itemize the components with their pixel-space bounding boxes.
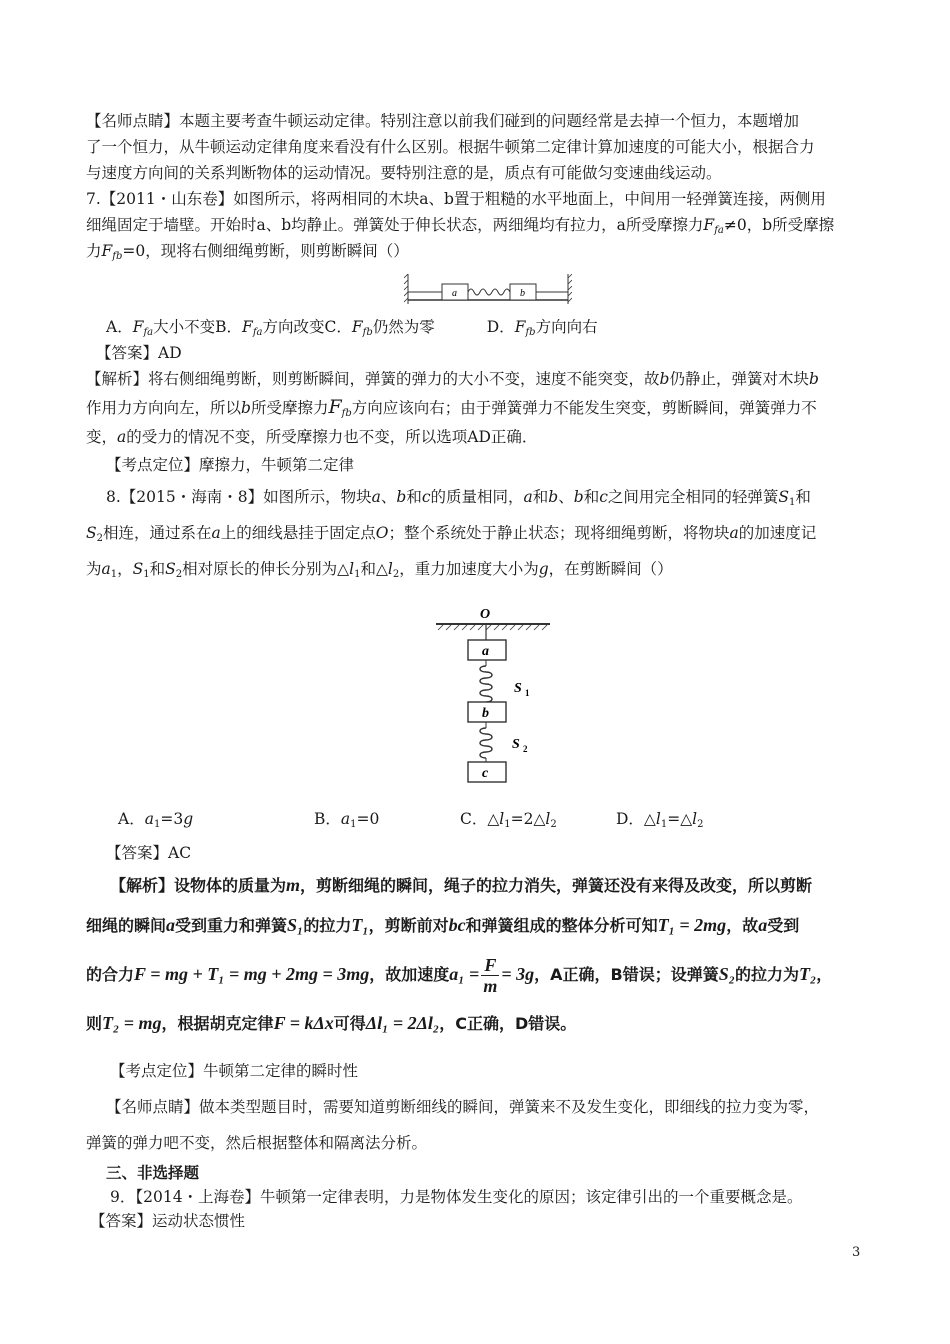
q7-line-2 (86, 214, 834, 242)
page-number: 3 (852, 1245, 861, 1260)
tip-line-1: 【名师点睛】本题主要考查牛顿运动定律。特别注意以前我们碰到的问题经常是去掉一个恒力，本题增加 (86, 112, 800, 130)
q8-fig-label-a: a (482, 644, 489, 659)
q9-text: 9．【2014・上海卷】牛顿第一定律表明，力是物体发生变化的原因；该定律引出的一个重要概念是。 (110, 1188, 803, 1206)
q7-fb: $F_{fb}$ (101, 242, 123, 262)
tip-line-3: 与速度方向间的关系判断物体的运动情况。要特别注意的是，质点有可能做匀变速曲线运动。 (86, 164, 722, 182)
q8-note-2: 弹簧的弹力吧不变，然后根据整体和隔离法分析。 (86, 1134, 428, 1152)
q8-line-1: 8.【2015・海南・8】如图所示，物块a、b和c的质量相同，a和b、b和c之间用完全相同的轻弹簧$S_1$和 (106, 488, 811, 508)
q8-fig-label-s1-sub: 1 (525, 688, 530, 698)
q7-line-1: 7.【2011・山东卷】如图所示，将两相同的木块a、b置于粗糙的水平地面上，中间用一轻弹簧连接，两侧用 (86, 190, 826, 208)
q8-fraction: $\frac{F}{m}$ (483, 955, 498, 996)
q8-explanation-1: 【解析】设物体的质量为m，剪断细绳的瞬间，绳子的拉力消失，弹簧还没有来得及改变，所以剪断 (110, 875, 813, 895)
q7-answer: 【答案】AD (96, 344, 182, 362)
section-heading: 三、非选择题 (106, 1164, 200, 1182)
q8-option-a: A．$a_1=3g$ (118, 810, 194, 830)
q7-text: ，b所受摩擦 (746, 216, 835, 234)
q7-fb-rel: =0 (122, 242, 146, 260)
q7-fig-label-a: a (452, 288, 457, 299)
tip-line-2: 了一个恒力，从牛顿运动定律角度来看没有什么区别。根据牛顿第二定律计算加速度的可能大小，根据合力 (86, 138, 815, 156)
q8-answer: 【答案】AC (106, 844, 192, 862)
q7-text: 细绳固定于墙壁。开始时a、b均静止。弹簧处于伸长状态，两细绳均有拉力，a所受摩擦力 (86, 216, 704, 234)
q7-explanation-2: 作用力方向向左，所以b所受摩擦力$F_{fb}$方向应该向右；由于弹簧弹力不能发生突变，剪断瞬间，弹簧弹力不 (86, 396, 817, 419)
q8-option-b: B．$a_1=0$ (314, 810, 380, 830)
q8-fig-label-c: c (482, 766, 489, 781)
q7-fig-label-b: b (520, 288, 525, 299)
q9-answer: 【答案】运动状态惯性 (90, 1212, 246, 1230)
q8-fig-label-s1: S (514, 681, 522, 696)
q8-explanation-2: 细绳的瞬间a受到重力和弹簧S₁的拉力T₁，剪断前对bc和弹簧组成的整体分析可知T₁ = 2mg，故a受到 (86, 915, 800, 935)
q8-option-c: C．$\triangle l_1=2\triangle l_2$ (460, 810, 557, 830)
q7-text: ，现将右侧细绳剪断，则剪断瞬间（） (145, 242, 409, 260)
q7-fa-rel: ≠0 (723, 216, 747, 234)
q8-fig-label-s2: S (512, 737, 520, 752)
q7-options: A．$F_{fa}$大小不变B．$F_{fa}$方向改变C．$F_{fb}$仍然为零 D．$F_{fb}$方向向右 (106, 318, 598, 338)
q8-figure (434, 602, 554, 788)
q7-line-3 (86, 240, 409, 268)
q8-line-2: $S_2$相连，通过系在a上的细线悬挂于固定点O；整个系统处于静止状态；现将细绳剪断，将物块a的加速度记 (86, 524, 817, 544)
q8-explanation-4: 则T₂ = mg，根据胡克定律F = kΔx可得Δl₁ = 2Δl₂，C正确，D错误。 (86, 1013, 577, 1033)
q7-text: 力 (86, 242, 102, 260)
q8-options (118, 808, 703, 836)
q7-explanation-3: 变，a的受力的情况不变，所受摩擦力也不变，所以选项AD正确． (86, 428, 538, 446)
q8-option-d: D．$\triangle l_1=\triangle l_2$ (616, 810, 704, 830)
q7-figure (404, 270, 572, 308)
q7-point: 【考点定位】摩擦力，牛顿第二定律 (106, 456, 355, 474)
q8-fig-label-O: O (480, 607, 491, 622)
q8-fig-label-s2-sub: 2 (523, 744, 528, 754)
q7-fa: $F_{fa}$ (703, 216, 724, 236)
q8-explanation-3: 的合力F = mg + T₁ = mg + 2mg = 3mg，故加速度a₁ = $\frac{F}{m}$ = 3g，A正确，B错误；设弹簧S₂的拉力为T₂， (86, 955, 833, 996)
q8-fig-label-b: b (482, 706, 489, 721)
q8-line-3: 为$a_1$，$S_1$和$S_2$相对原长的伸长分别为$\triangle l_1$和$\triangle l_2$，重力加速度大小为g，在剪断瞬间（） (86, 560, 673, 580)
q8-point: 【考点定位】牛顿第二定律的瞬时性 (110, 1062, 359, 1080)
q7-explanation-1: 【解析】将右侧细绳剪断，则剪断瞬间，弹簧的弹力的大小不变，速度不能突变，故b仍静止，弹簧对木块b (86, 370, 819, 388)
q8-note-1: 【名师点睛】做本类型题目时，需要知道剪断细线的瞬间，弹簧来不及发生变化，即细线的拉力变为零， (106, 1098, 820, 1116)
